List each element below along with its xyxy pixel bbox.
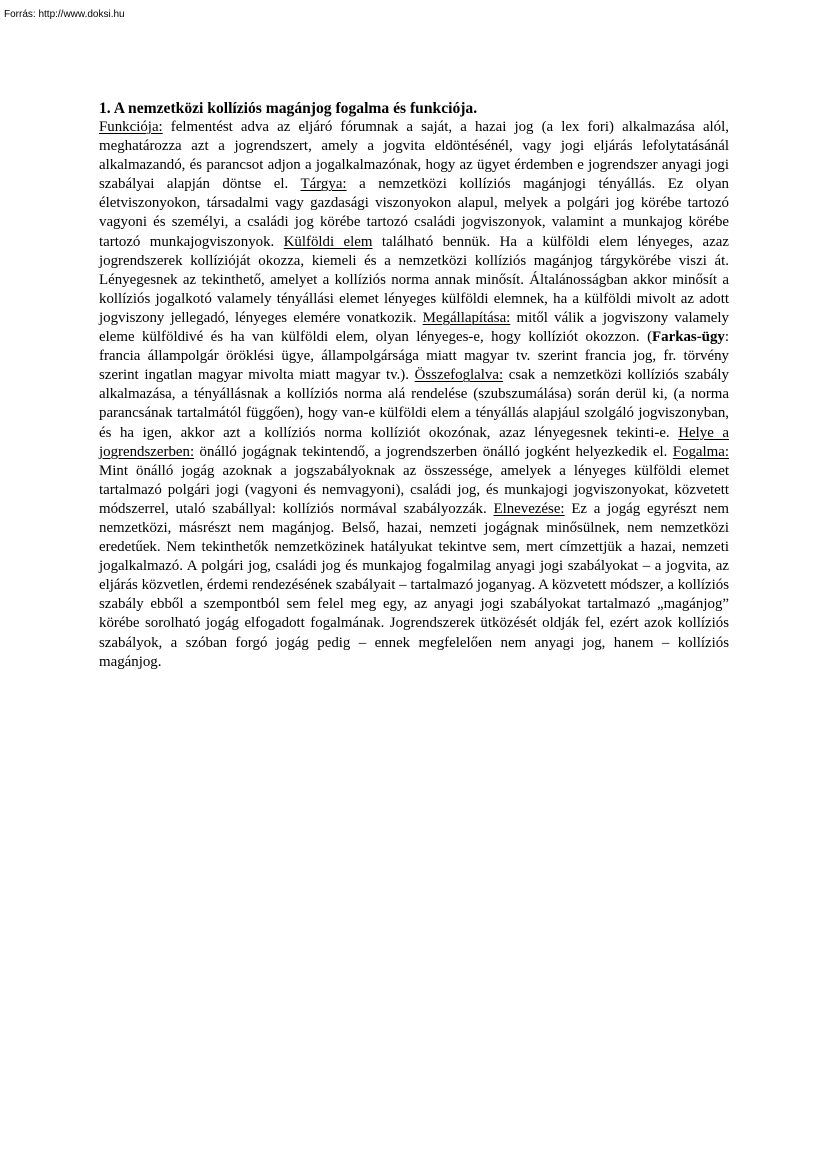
- source-header: Forrás: http://www.doksi.hu: [4, 9, 125, 20]
- term-fogalma: Fogalma:: [672, 443, 729, 460]
- term-helye-a-jogrendszerben: Helye a jogrendszerben:: [99, 424, 729, 460]
- text-segment: található bennük. Ha a külföldi elem lényeges, azaz jogrendszerek kollízióját okozza, kiemeli és a nemzetközi kollíziós magánjog tárgykörébe viszi át. Lényegesnek az tekinthető, amelyet a kollíziós norma annak minősít. Általánosságban akkor minősít a kollíziós jogalkotó valamely tényállási elemet lényeges külföldi elemnek, ha a külföldi mivolt az adott jogviszony jellegadó, lényeges elemére vonatkozik.: [99, 233, 729, 326]
- term-targya: Tárgya:: [300, 176, 347, 193]
- text-segment: Mint önálló jogág azoknak a jogszabályoknak az összessége, amelyek a lényeges külföldi elemet tartalmazó polgári jogi (vagyoni és nemvagyoni), családi jog, és munkajogi jogviszonyokat, közvetett módszerrel, utaló szabállyal: kollíziós normával szabályozzák.: [99, 462, 729, 517]
- term-kulfoldi-elem: Külföldi elem: [283, 233, 373, 250]
- term-osszefoglalva: Összefoglalva:: [414, 367, 504, 384]
- section-title: 1. A nemzetközi kollíziós magánjog fogalma és funkciója.: [99, 100, 478, 117]
- text-segment: a nemzetközi kollíziós magánjogi tényállás. Ez olyan életviszonyokon, társadalmi vagy gazdasági viszonyokon alapul, melyek a polgári jog körébe tartozó vagyoni és személyi, a családi jog körébe tartozó családi jogviszonyok, valamint a munkajog körébe tartozó munkajogviszonyok.: [99, 176, 729, 250]
- text-segment: mitől válik a jogviszony valamely eleme külföldivé és ha van külföldi elem, olyan lényeges-e, hogy kollíziót okozzon. (: [99, 309, 729, 346]
- term-funkcioja: Funkciója:: [99, 119, 163, 135]
- text-segment: önálló jogágnak tekintendő, a jogrendszerben önálló jogként helyezkedik el.: [194, 443, 673, 460]
- text-segment: felmentést adva az eljáró fórumnak a saját, a hazai jog (a lex fori) alkalmazása alól, meghatározza azt a jogrendszert, amely a jogvita eldöntésénél, vagy jogi eljárás lefolytatásánál alkalmazandó, és parancsot adjon a jogalkalmazónak, hogy az ügyet érdemben e jogrendszer anyagi jogi szabályai alapján döntse el.: [99, 119, 729, 193]
- body-paragraph: [99, 118, 729, 672]
- term-elnevezese: Elnevezése:: [493, 500, 565, 517]
- text-segment: Ez a jogág egyrészt nem nemzetközi, másrészt nem magánjog. Belső, hazai, nemzeti jogágnak minősülnek, nem nemzetközi eredetűek. Nem tekinthetők nemzetközinek hatályukat tekintve sem, mert címzettjük a hazai, nemzeti jogalkalmazó. A polgári jog, családi jog és munkajog fogalmilag anyagi jogi szabályokat – a jogvita, az eljárás közvetlen, érdemi rendezésének szabályait – tartalmazó joganyag. A közvetett módszer, a kollíziós szabály ebből a szempontból sem felel meg egy, az anyagi jogi szabályokat tartalmazó „magánjog” körébe sorolható jogág elfogadott fogalmának. Jogrendszerek ütközését oldják fel, ezért azok kollíziós szabályok, a szóban forgó jogág pedig – ennek megfelelően nem anyagi jog, hanem – kollíziós magánjog.: [99, 500, 729, 670]
- term-farkas-ugy: Farkas-ügy: [652, 329, 725, 346]
- term-megallapitasa: Megállapítása:: [422, 309, 511, 326]
- text-segment: : francia állampolgár öröklési ügye, állampolgársága miatt magyar tv. szerint francia jog, fr. törvény szerint ingatlan magyar mivolta miatt magyar tv.).: [99, 329, 729, 384]
- text-segment: csak a nemzetközi kollíziós szabály alkalmazása, a tényállásnak a kollíziós norma alá rendelése (szubszumálása) során derül ki, (a norma parancsának tartalmától függően), hogy van-e külföldi elem a tényállás alapjául szolgáló jogviszonyban, és ha igen, akkor azt a kollíziós norma kollíziót okozónak, azaz lényegesnek tekinti-e.: [99, 367, 730, 441]
- article: [99, 100, 729, 672]
